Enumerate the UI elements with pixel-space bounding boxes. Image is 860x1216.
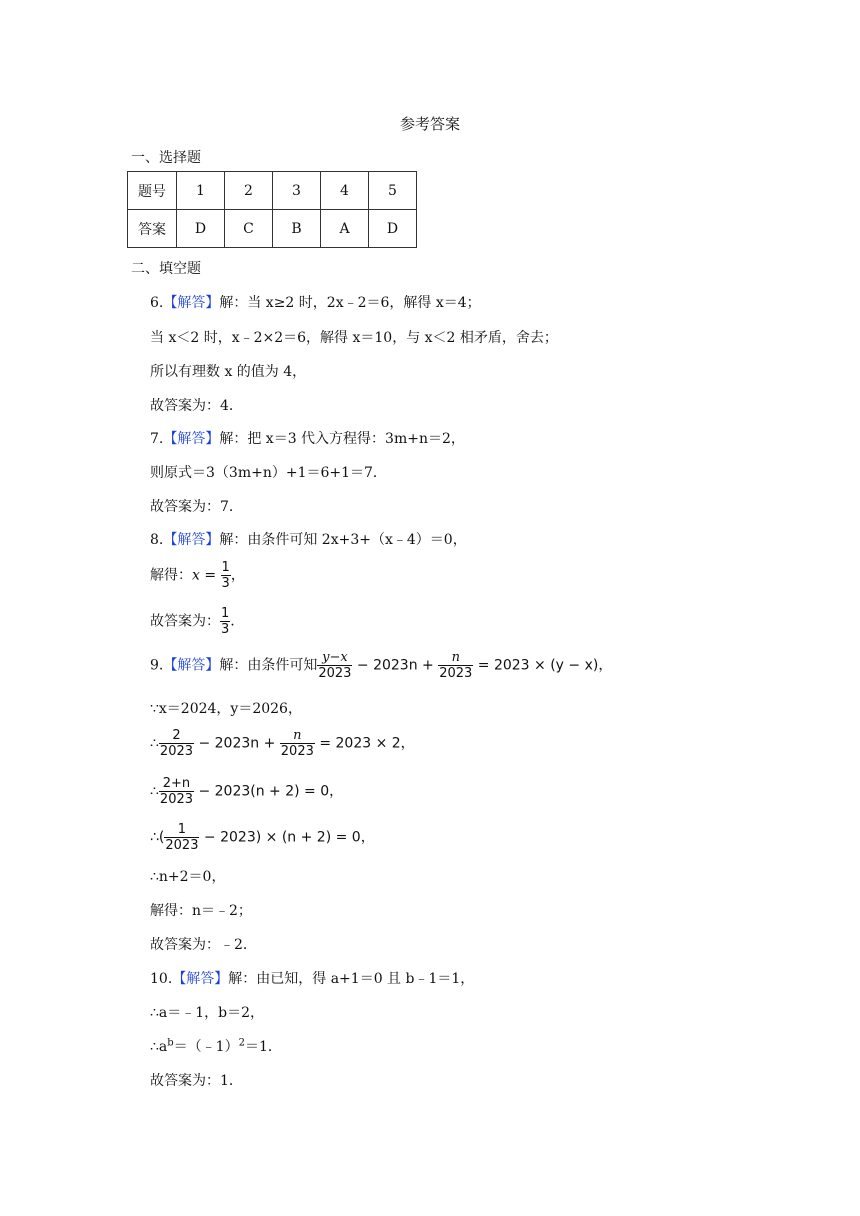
question-number: 8. — [150, 532, 164, 548]
table-cell: D — [369, 210, 417, 248]
q9-line-7: 解得：n＝﹣2； — [150, 903, 252, 919]
exponent: b — [167, 1037, 174, 1049]
table-cell: 题号 — [128, 172, 177, 210]
q10-text-1: 解：由已知，得 a+1＝0 且 b﹣1＝1， — [228, 971, 475, 987]
therefore-symbol: ∴ — [150, 735, 159, 752]
q6-line-2: 当 x＜2 时，x﹣2×2＝6，解得 x＝10，与 x＜2 相矛盾，舍去； — [150, 330, 558, 346]
answer-tag: 【解答】 — [163, 657, 220, 674]
q10-line-4: 故答案为：1． — [150, 1073, 243, 1089]
answer-tag: 【解答】 — [163, 431, 220, 447]
fraction-denominator: 2023 — [439, 666, 473, 681]
q9-text-1: 解：由条件可知 — [219, 657, 318, 674]
q8-text-3: 故答案为： — [150, 613, 220, 630]
answer-tag: 【解答】 — [163, 532, 220, 548]
table-row-question-numbers — [128, 172, 417, 210]
math-expression: ∴( — [150, 829, 165, 846]
q10-line-1 — [150, 968, 474, 988]
fraction-denominator: 2023 — [280, 744, 314, 759]
q6-line-1 — [150, 292, 481, 312]
fraction-numerator: n — [280, 728, 315, 744]
punctuation: . — [230, 613, 235, 630]
punctuation: ， — [230, 567, 245, 584]
table-cell: 5 — [369, 172, 417, 210]
math-expression: − 2023n + — [352, 657, 439, 674]
q7-line-1 — [150, 428, 465, 448]
question-number: 7. — [150, 431, 164, 447]
math-operator: = — [199, 567, 221, 584]
table-cell: 答案 — [128, 210, 177, 248]
q7-line-2: 则原式＝3（3m+n）+1＝6+1＝7． — [150, 465, 387, 481]
math-expression: ∴a — [150, 1039, 168, 1055]
question-number: 6. — [150, 295, 164, 311]
math-expression: − 2023) × (n + 2) = 0， — [199, 829, 375, 846]
fraction-numerator: n — [438, 650, 473, 666]
fraction-numerator: 1 — [164, 822, 199, 838]
q10-line-3 — [150, 1036, 282, 1056]
math-expression: = 2023 × (y − x)， — [473, 657, 613, 674]
q9-line-6: ∴n+2＝0， — [150, 869, 226, 885]
fraction — [220, 606, 230, 637]
q9-line-3 — [150, 728, 415, 759]
q8-line-3 — [150, 606, 235, 637]
fraction — [159, 776, 194, 807]
q6-line-4: 故答案为：4． — [150, 398, 243, 414]
fraction-denominator: 2023 — [165, 838, 199, 853]
answer-tag: 【解答】 — [163, 295, 220, 311]
q7-text-1: 解：把 x＝3 代入方程得：3m+n＝2， — [219, 431, 465, 447]
table-cell: 2 — [225, 172, 273, 210]
fraction-numerator: y−x — [317, 650, 352, 666]
question-number: 10. — [150, 971, 173, 987]
math-expression: ＝1． — [244, 1039, 282, 1055]
q8-line-1 — [150, 529, 467, 549]
table-cell: 4 — [321, 172, 369, 210]
fraction-numerator: 1 — [221, 560, 230, 575]
q8-line-2 — [150, 560, 245, 591]
fraction-denominator: 2023 — [159, 744, 194, 759]
fraction-denominator: 3 — [221, 622, 230, 637]
fraction-numerator: 2 — [159, 728, 194, 744]
math-expression: ＝（﹣1） — [173, 1039, 239, 1055]
answer-table — [127, 171, 417, 248]
table-cell: A — [321, 210, 369, 248]
table-cell: 1 — [177, 172, 225, 210]
math-variable: x — [192, 567, 200, 584]
q9-line-4 — [150, 776, 343, 807]
q9-line-2: ∵x＝2024，y＝2026， — [150, 701, 302, 717]
table-cell: 3 — [273, 172, 321, 210]
q6-line-3: 所以有理数 x 的值为 4， — [150, 364, 307, 380]
exponent: 2 — [238, 1037, 245, 1049]
fraction-denominator: 2023 — [318, 666, 352, 681]
question-number: 9. — [150, 657, 164, 674]
math-expression: = 2023 × 2， — [314, 735, 415, 752]
q10-line-2: ∴a＝﹣1，b＝2， — [150, 1005, 265, 1021]
fraction-numerator: 1 — [221, 606, 230, 621]
fraction-denominator: 2023 — [159, 792, 194, 807]
fraction — [164, 822, 199, 853]
q8-text-2: 解得： — [150, 567, 192, 584]
fraction-denominator: 3 — [221, 576, 230, 591]
q9-line-8: 故答案为：﹣2． — [150, 937, 257, 953]
q8-text-1: 解：由条件可知 2x+3+（x﹣4）＝0， — [219, 532, 467, 548]
q6-text-1: 解：当 x≥2 时，2x﹣2＝6，解得 x＝4； — [219, 295, 481, 311]
therefore-symbol: ∴ — [150, 783, 159, 800]
fraction — [438, 650, 473, 681]
q7-line-3: 故答案为：7． — [150, 499, 243, 515]
math-expression: − 2023n + — [194, 735, 280, 752]
table-cell: D — [177, 210, 225, 248]
q9-line-5 — [150, 822, 375, 853]
section-heading-choice: 一、选择题 — [131, 150, 201, 166]
page-title: 参考答案 — [399, 115, 460, 133]
table-cell: C — [225, 210, 273, 248]
fraction — [221, 560, 231, 591]
fraction — [317, 650, 352, 681]
table-cell: B — [273, 210, 321, 248]
fraction-numerator: 2+n — [159, 776, 194, 792]
q9-line-1 — [150, 650, 612, 681]
fraction — [159, 728, 194, 759]
table-row-answers — [128, 210, 417, 248]
fraction — [280, 728, 315, 759]
section-heading-fill: 二、填空题 — [131, 261, 201, 277]
math-expression: − 2023(n + 2) = 0， — [194, 783, 344, 800]
answer-tag: 【解答】 — [172, 971, 229, 987]
